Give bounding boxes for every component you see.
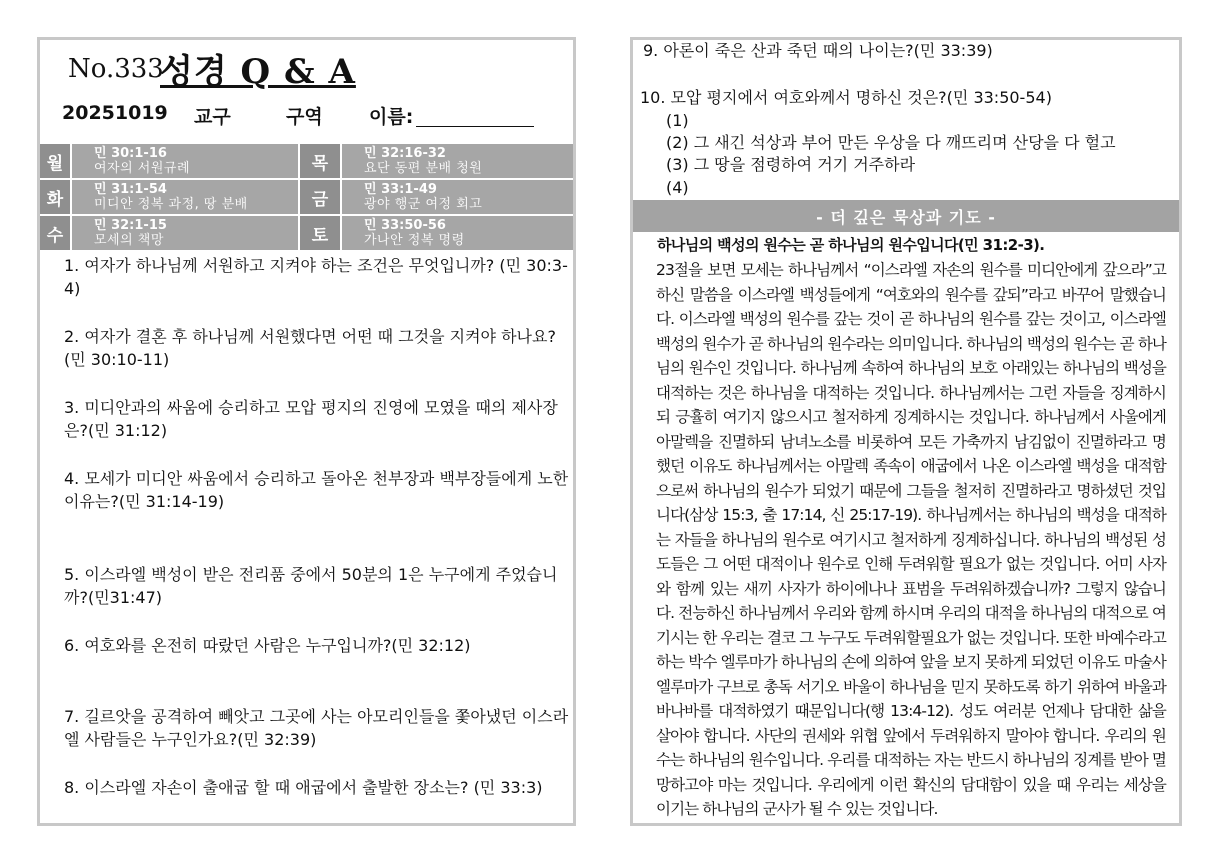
reading-desc: 가나안 정복 명령 xyxy=(364,233,465,248)
q10-option-1: (1) xyxy=(666,111,689,130)
schedule-cell-fri xyxy=(342,180,573,214)
schedule-cell-thu xyxy=(342,144,573,178)
meditation-heading: 하나님의 백성의 원수는 곧 하나님의 원수입니다(민 31:2-3). xyxy=(657,236,1045,254)
issue-number: No.333 xyxy=(68,54,164,84)
date: 20251019 xyxy=(62,102,168,124)
schedule-row xyxy=(40,216,573,250)
reading-ref: 민 30:1-16 xyxy=(94,146,167,161)
question-10: 10. 모압 평지에서 여호와께서 명하신 것은?(민 33:50-54) xyxy=(640,88,1052,107)
reading-desc: 요단 동편 분배 청원 xyxy=(364,161,483,176)
reading-desc: 광야 행군 여정 회고 xyxy=(364,197,483,212)
question-9: 9. 아론이 죽은 산과 죽던 때의 나이는?(민 33:39) xyxy=(643,41,993,60)
day-thu: 목 xyxy=(300,144,340,178)
reading-desc: 모세의 책망 xyxy=(94,233,164,248)
meditation-body: 23절을 보면 모세는 하나님께서 “이스라엘 자손의 원수를 미디안에게 갚으라”고 하신 말씀을 이스라엘 백성들에게 “여호와의 원수를 갚되”라고 바꾸어 말했습니다. 이스라엘 백성의 원수를 갚는 것이 곧 하나님의 원수를 갚는 것이고, 이스라엘 백성의 원수가 곧 하나님의 원수라는 의미입니다. 하나님의 백성의 원수는 곧 하나님의 원수인 것입니다. 하나님께 속하여 하나님의 보호 아래있는 하나님의 백성을 대적하는 것은 하나님을 대적하는 것입니다. 하나님께서는 그런 자들을 징계하시되 긍휼히 여기지 않으시고 철저하게 징계하시는 것입니다. 하나님께서 사울에게 아말렉을 진멸하되 남녀노소를 비롯하여 모든 가축까지 남김없이 진멸하라고 명했던 이유도 하나님께서는 아말렉 족속이 애굽에서 나온 이스라엘 백성을 대적함으로써 하나님의 원수가 되었기 때문에 그들을 철저히 진멸하라고 명하셨던 것입니다(삼상 15:3, 출 17:14, 신 25:17-19). 하나님께서는 하나님의 백성을 대적하는 자들을 하나님의 원수로 여기시고 철저하게 징계하십니다. 하나님의 백성된 성도들은 그 어떤 대적이나 원수로 인해 두려워할 필요가 없는 것입니다. 어미 사자와 함께 있는 새끼 사자가 하이에나나 표범을 두려워하겠습니까? 그렇지 않습니다. 전능하신 하나님께서 우리와 함께 하시며 우리의 대적을 하나님의 대적으로 여기시는 한 우리는 결코 그 누구도 두려워할필요가 없는 것입니다. 또한 바예수라고 하는 박수 엘루마가 하나님의 손에 의하여 앞을 보지 못하게 되었던 이유도 마술사 엘루마가 구브로 총독 서기오 바울이 하나님을 믿지 못하도록 하기 위하여 바울과 바나바를 대적하였기 때문입니다(행 13:4-12). 성도 여러분 언제나 담대한 삶을 살아야 합니다. 사단의 권세와 위협 앞에서 두려워하지 말아야 합니다. 우리의 원수는 하나님의 원수입니다. 우리를 대적하는 자는 반드시 하나님의 징계를 받아 멸망하고야 마는 것입니다. 우리에게 이런 확신의 담대함이 있을 때 우리는 세상을 이기는 하나님의 군사가 될 수 있는 것입니다. xyxy=(656,261,1166,818)
day-wed: 수 xyxy=(40,216,70,250)
parish-label: 교구 xyxy=(194,106,231,128)
question-1: 1. 여자가 하나님께 서원하고 지켜야 하는 조건은 무엇입니까? (민 30:3-4) xyxy=(64,256,568,298)
day-sat: 토 xyxy=(300,216,340,250)
question-5: 5. 이스라엘 백성이 받은 전리품 중에서 50분의 1은 누구에게 주었습니까?(민31:47) xyxy=(64,565,558,607)
page-title: 성경 Q & A xyxy=(160,52,356,92)
schedule-row xyxy=(40,144,573,178)
question-8: 8. 이스라엘 자손이 출애굽 할 때 애굽에서 출발한 장소는? (민 33:3) xyxy=(64,778,543,797)
reading-ref: 민 33:1-49 xyxy=(364,182,437,197)
schedule-row xyxy=(40,180,573,214)
reading-ref: 민 31:1-54 xyxy=(94,182,167,197)
q10-option-3: (3) 그 땅을 점령하여 거기 거주하라 xyxy=(666,155,916,174)
day-fri: 금 xyxy=(300,180,340,214)
reading-ref: 민 32:1-15 xyxy=(94,218,167,233)
q10-option-4: (4) xyxy=(666,178,689,197)
name-underline[interactable] xyxy=(416,126,534,127)
question-6: 6. 여호와를 온전히 따랐던 사람은 누구입니까?(민 32:12) xyxy=(64,636,471,655)
question-7: 7. 길르앗을 공격하여 빼앗고 그곳에 사는 아모리인들을 쫓아냈던 이스라엘 사람들은 누구인가요?(민 32:39) xyxy=(64,707,569,749)
schedule-cell-sat xyxy=(342,216,573,250)
right-page xyxy=(630,37,1182,826)
reading-ref: 민 33:50-56 xyxy=(364,218,446,233)
day-mon: 월 xyxy=(40,144,70,178)
question-3: 3. 미디안과의 싸움에 승리하고 모압 평지의 진영에 모였을 때의 제사장은?(민 31:12) xyxy=(64,398,558,440)
schedule-cell-tue xyxy=(72,180,298,214)
question-4: 4. 모세가 미디안 싸움에서 승리하고 돌아온 천부장과 백부장들에게 노한 이유는?(민 31:14-19) xyxy=(64,469,569,511)
left-page xyxy=(37,37,576,826)
district-label: 구역 xyxy=(286,106,323,128)
reading-ref: 민 32:16-32 xyxy=(364,146,446,161)
schedule-cell-mon xyxy=(72,144,298,178)
reading-desc: 미디안 정복 과정, 땅 분배 xyxy=(94,197,248,212)
schedule-cell-wed xyxy=(72,216,298,250)
day-tue: 화 xyxy=(40,180,70,214)
reading-desc: 여자의 서원규례 xyxy=(94,161,191,176)
q10-option-2: (2) 그 새긴 석상과 부어 만든 우상을 다 깨뜨리며 산당을 다 헐고 xyxy=(666,133,1116,152)
meditation-banner: - 더 깊은 묵상과 기도 - xyxy=(633,200,1179,232)
name-label: 이름: xyxy=(369,106,414,128)
question-2: 2. 여자가 결혼 후 하나님께 서원했다면 어떤 때 그것을 지켜야 하나요?(민 30:10-11) xyxy=(64,327,556,369)
